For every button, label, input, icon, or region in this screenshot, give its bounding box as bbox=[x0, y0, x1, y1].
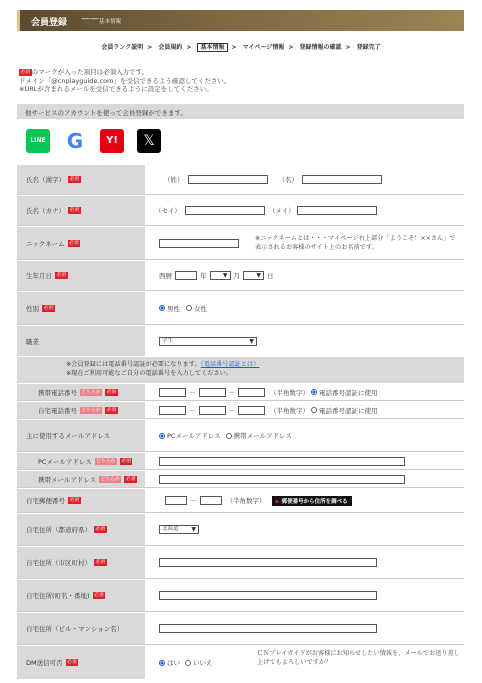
phone-note-line: ※現在ご利用可能なご自分の電話番号を入力してください。 bbox=[66, 369, 233, 377]
step-item: 登録情報の確認 bbox=[299, 44, 342, 51]
main-mail-mobile-radio[interactable] bbox=[226, 433, 232, 439]
required-badge: 必須 bbox=[20, 69, 31, 75]
required-badge: 必須 bbox=[69, 177, 80, 182]
field-value bbox=[145, 384, 464, 400]
zip-lookup-button[interactable] bbox=[272, 496, 352, 506]
field-value bbox=[145, 547, 464, 578]
mobile-phone-1-input[interactable] bbox=[159, 388, 186, 397]
chevron-down-icon: ▼ bbox=[191, 526, 196, 533]
field-value bbox=[145, 261, 464, 290]
notice-line: ドメイン「@cnplayguide.com」を受信できるよう確認してください。 bbox=[19, 76, 231, 85]
required-badge: 必須 bbox=[56, 273, 67, 278]
digits-hint: （半角数字） bbox=[270, 406, 309, 415]
field-label: 携帯電話番号 どちらか 必須 bbox=[17, 384, 145, 400]
field-value bbox=[145, 196, 464, 225]
dm-note: ＣＮプレイガイドがお客様にお知らせしたい情報を、メールでお送り差し上げてもよろしいですか？ bbox=[257, 650, 460, 666]
x-login-icon[interactable]: 𝕏 bbox=[137, 129, 161, 153]
birth-day-select[interactable] bbox=[243, 271, 264, 280]
auth-label: 電話番号認証に使用 bbox=[319, 388, 378, 397]
field-value bbox=[145, 613, 464, 644]
row-home-phone bbox=[17, 402, 464, 419]
era-label: 西暦 bbox=[159, 272, 172, 280]
field-label: 氏名（漢字） 必須 bbox=[17, 165, 145, 194]
zip-2-input[interactable] bbox=[200, 496, 222, 505]
field-label: 自宅住所（都道府県） 必須 bbox=[17, 514, 145, 545]
step-arrow: > bbox=[288, 44, 294, 51]
auth-label: 電話番号認証に使用 bbox=[319, 406, 378, 415]
digits-hint: （半角数字） bbox=[270, 388, 309, 397]
main-mail-pc-radio[interactable] bbox=[159, 433, 165, 439]
gender-male-radio[interactable] bbox=[159, 305, 165, 311]
row-mobile-phone bbox=[17, 384, 464, 401]
phone-auth-note bbox=[17, 357, 464, 383]
row-nickname bbox=[17, 227, 464, 260]
page-header bbox=[17, 10, 464, 31]
home-auth-radio[interactable] bbox=[311, 407, 317, 413]
building-input[interactable] bbox=[159, 624, 377, 633]
pref-selected-value: 北海道 bbox=[162, 526, 179, 532]
zip-1-input[interactable] bbox=[165, 496, 187, 505]
field-label: PCメールアドレス どちらか 必須 bbox=[17, 453, 145, 469]
nickname-note: ※ニックネームとは・・・マイページ右上部分「ようこそ！××さん」で表示されるお客様のサイト上のお名前です。 bbox=[255, 235, 456, 251]
required-badge: 必須 bbox=[95, 560, 106, 565]
job-selected-value: 学生 bbox=[162, 337, 174, 344]
mei-label: （名） bbox=[278, 176, 298, 184]
required-badge: 必須 bbox=[106, 407, 117, 413]
dash: － bbox=[228, 406, 235, 415]
required-badge: 必須 bbox=[69, 208, 80, 213]
required-badge: 必須 bbox=[94, 593, 104, 598]
field-value bbox=[145, 165, 464, 194]
sei-label: （姓） bbox=[164, 176, 184, 184]
sei-kanji-input[interactable] bbox=[188, 175, 268, 184]
step-item: マイページ情報 bbox=[242, 44, 285, 51]
page-title: 会員登録 bbox=[31, 18, 68, 28]
field-value bbox=[145, 489, 464, 512]
digits-hint: （半角数字） bbox=[226, 497, 266, 505]
row-dm bbox=[17, 646, 464, 679]
notice-text bbox=[19, 68, 230, 94]
dm-no-label: いいえ bbox=[193, 659, 213, 667]
row-birthday bbox=[17, 261, 464, 291]
step-arrow: > bbox=[186, 44, 192, 51]
required-badge: 必須 bbox=[69, 498, 80, 503]
home-phone-2-input[interactable] bbox=[199, 406, 226, 415]
mei-kana-input[interactable] bbox=[297, 206, 377, 215]
step-breadcrumb bbox=[0, 42, 482, 51]
birth-month-select[interactable] bbox=[210, 271, 231, 280]
mobile-mail-option-label: 携帯メールアドレス bbox=[233, 432, 292, 440]
header-accent bbox=[17, 10, 20, 31]
either-badge: どちらか bbox=[96, 458, 116, 464]
dm-yes-label: はい bbox=[167, 659, 180, 667]
mobile-mail-input[interactable] bbox=[159, 475, 405, 484]
dm-yes-radio[interactable] bbox=[159, 660, 165, 666]
field-label: 氏名（カナ） 必須 bbox=[17, 196, 145, 225]
step-item: 会員ランク説明 bbox=[101, 44, 144, 51]
row-town bbox=[17, 580, 464, 612]
field-label: 職業 bbox=[17, 326, 145, 356]
pref-select[interactable] bbox=[159, 525, 199, 534]
home-phone-3-input[interactable] bbox=[238, 406, 265, 415]
mobile-phone-2-input[interactable] bbox=[199, 388, 226, 397]
phone-note-line: ※会員登録には電話番号認証が必要になります。 bbox=[66, 361, 201, 368]
google-login-icon[interactable]: G bbox=[66, 129, 84, 153]
field-label: 自宅電話番号 どちらか 必須 bbox=[17, 402, 145, 418]
pc-mail-input[interactable] bbox=[159, 457, 405, 466]
field-label: 携帯メールアドレス どちらか 必須 bbox=[17, 471, 145, 487]
field-label: 自宅住所(町名・番地) 必須 bbox=[17, 580, 145, 611]
mobile-phone-3-input[interactable] bbox=[238, 388, 265, 397]
either-badge: どちらか bbox=[100, 476, 120, 482]
row-zip bbox=[17, 489, 464, 513]
required-badge: 必須 bbox=[121, 458, 131, 464]
field-value bbox=[145, 402, 464, 418]
year-label: 年 bbox=[200, 272, 207, 280]
sei-kana-input[interactable] bbox=[185, 206, 265, 215]
row-city bbox=[17, 547, 464, 579]
row-building bbox=[17, 613, 464, 645]
town-input[interactable] bbox=[159, 591, 377, 600]
required-badge: 必須 bbox=[43, 305, 54, 311]
social-login-area bbox=[17, 119, 464, 163]
job-select[interactable] bbox=[159, 337, 257, 346]
field-value bbox=[145, 326, 464, 356]
step-arrow: > bbox=[231, 44, 237, 51]
home-phone-1-input[interactable] bbox=[159, 406, 186, 415]
dash: － bbox=[228, 388, 235, 397]
header-separator: —— bbox=[81, 14, 99, 24]
field-label: 生年月日 必須 bbox=[17, 261, 145, 290]
step-item: 会員規約 bbox=[158, 44, 183, 51]
field-label: ニックネーム 必須 bbox=[17, 227, 145, 259]
dm-no-radio[interactable] bbox=[185, 660, 191, 666]
field-label: 自宅住所（ビル・マンション名） bbox=[17, 613, 145, 644]
chevron-down-icon: ▼ bbox=[256, 272, 261, 279]
zip-lookup-label: 郵便番号から住所を調べる bbox=[281, 498, 348, 505]
field-label: 主に使用するメールアドレス bbox=[17, 420, 145, 451]
required-badge: 必須 bbox=[95, 527, 106, 532]
step-arrow: > bbox=[345, 44, 351, 51]
sei-kana-label: （セイ） bbox=[155, 207, 181, 215]
nickname-input[interactable] bbox=[159, 239, 239, 248]
gender-male-label: 男性 bbox=[167, 304, 180, 313]
required-badge: 必須 bbox=[106, 389, 117, 395]
field-value bbox=[145, 514, 464, 545]
dash: － bbox=[189, 406, 196, 415]
notice-line: ※URLが含まれるメールを受信できるように設定をしてください。 bbox=[19, 85, 213, 93]
field-value bbox=[145, 580, 464, 611]
mei-kanji-input[interactable] bbox=[302, 175, 382, 184]
phone-auth-link[interactable]: （電話番号認証とは） bbox=[200, 361, 260, 368]
gender-female-label: 女性 bbox=[194, 304, 207, 313]
either-badge: どちらか bbox=[81, 389, 101, 395]
either-badge: どちらか bbox=[81, 407, 101, 413]
notice-line: のマークが入った項目は必須入力です。 bbox=[31, 68, 149, 76]
mei-kana-label: （メイ） bbox=[268, 207, 295, 215]
mobile-auth-radio[interactable] bbox=[311, 389, 317, 395]
row-job bbox=[17, 326, 464, 356]
step-arrow: > bbox=[147, 44, 153, 51]
field-value bbox=[145, 471, 464, 487]
row-main-mail bbox=[17, 420, 464, 452]
pc-mail-option-label: PCメールアドレス bbox=[167, 432, 221, 440]
field-label: 自宅住所（市区町村） 必須 bbox=[17, 547, 145, 578]
step-item-current: 基本情報 bbox=[197, 43, 227, 52]
required-badge: 必須 bbox=[69, 240, 79, 246]
page-subtitle: 基本情報 bbox=[99, 19, 122, 25]
row-gender bbox=[17, 292, 464, 325]
row-pref bbox=[17, 514, 464, 546]
row-name-kanji bbox=[17, 165, 464, 195]
step-item: 登録完了 bbox=[356, 44, 381, 51]
field-label: 性別 必須 bbox=[17, 292, 145, 324]
field-label: 自宅郵便番号 必須 bbox=[17, 489, 145, 512]
required-badge: 必須 bbox=[67, 660, 77, 665]
month-label: 月 bbox=[233, 272, 240, 280]
required-badge: 必須 bbox=[125, 476, 136, 482]
dash: － bbox=[189, 388, 196, 397]
day-label: 日 bbox=[267, 272, 274, 280]
chevron-down-icon: ▼ bbox=[249, 337, 254, 345]
city-input[interactable] bbox=[159, 558, 377, 567]
dash: － bbox=[190, 497, 197, 505]
line-login-icon[interactable]: LINE bbox=[26, 129, 50, 153]
chevron-down-icon: ▼ bbox=[222, 272, 228, 279]
social-login-bar: 他サービスのアカウントを使って会員登録ができます。 bbox=[17, 104, 464, 119]
field-value bbox=[145, 420, 464, 451]
gender-female-radio[interactable] bbox=[186, 305, 192, 311]
row-mobile-mail bbox=[17, 471, 464, 488]
arrow-right-icon: ▶ bbox=[275, 498, 280, 505]
birth-year-input[interactable] bbox=[175, 271, 197, 280]
row-pc-mail bbox=[17, 453, 464, 470]
row-name-kana bbox=[17, 196, 464, 226]
field-value bbox=[145, 453, 464, 469]
yahoo-login-icon[interactable]: Y! bbox=[100, 129, 124, 153]
field-value bbox=[145, 292, 464, 324]
field-label: DM送信可否 必須 bbox=[17, 646, 145, 679]
